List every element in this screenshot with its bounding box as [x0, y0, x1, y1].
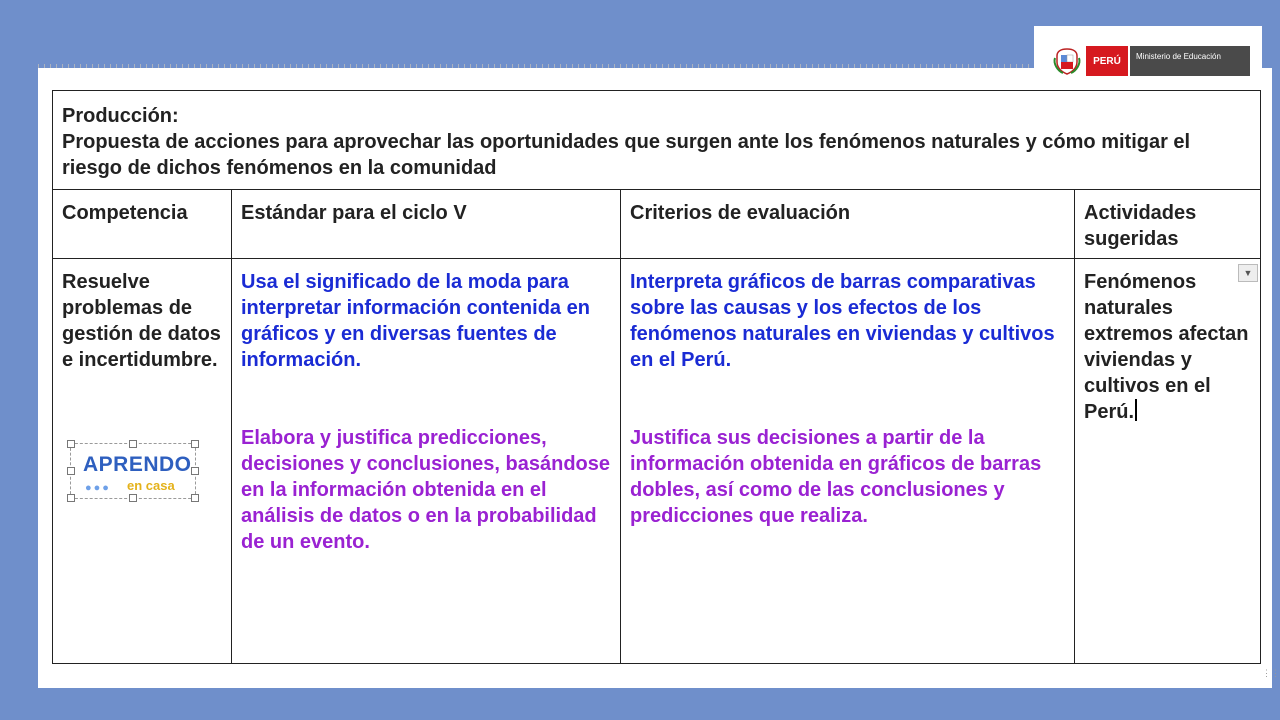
resize-handle[interactable]	[191, 440, 199, 448]
resize-handle[interactable]	[129, 440, 137, 448]
aprendo-title: APRENDO	[83, 453, 192, 476]
header-estandar[interactable]: Estándar para el ciclo V	[232, 190, 621, 259]
text-cursor	[1135, 399, 1137, 421]
resize-handle[interactable]	[67, 494, 75, 502]
criterios-cell[interactable]	[621, 259, 1075, 664]
production-cell[interactable]	[53, 91, 1261, 190]
criterios-text-1: Interpreta gráficos de barras comparativas sobre las causas y los efectos de los fenómenos naturales en viviendas y cultivos en el Perú.	[630, 271, 1055, 371]
resize-handle[interactable]	[191, 467, 199, 475]
header-competencia[interactable]: Competencia	[53, 190, 232, 259]
content-row	[53, 259, 1261, 664]
peru-badge: PERÚ	[1086, 46, 1128, 76]
ministry-badge: Ministerio de Educación	[1130, 46, 1250, 76]
aprendo-en-casa-logo[interactable]	[70, 443, 196, 499]
production-label: Producción:	[62, 105, 179, 127]
estandar-text-1: Usa el significado de la moda para interpretar información contenida en gráficos y en diversas fuentes de información.	[241, 271, 590, 371]
competencia-cell[interactable]	[53, 259, 232, 664]
resize-handle[interactable]	[67, 467, 75, 475]
actividades-text: Fenómenos naturales extremos afectan viviendas y cultivos en el Perú.	[1084, 271, 1249, 423]
planning-table	[52, 90, 1261, 664]
competencia-text: Resuelve problemas de gestión de datos e incertidumbre.	[62, 271, 221, 371]
minedu-logo	[1034, 26, 1262, 76]
estandar-cell[interactable]	[232, 259, 621, 664]
production-text: Propuesta de acciones para aprovechar las oportunidades que surgen ante los fenómenos naturales y cómo mitigar el riesgo de dichos fenómenos en la comunidad	[62, 131, 1191, 179]
resize-handle[interactable]	[191, 494, 199, 502]
aprendo-dots-icon: ●●●	[85, 482, 111, 494]
production-row	[53, 91, 1261, 190]
header-criterios[interactable]: Criterios de evaluación	[621, 190, 1075, 259]
estandar-text-2: Elabora y justifica predicciones, decisiones y conclusiones, basándose en la información obtenida en el análisis de datos o en la probabilidad de un evento.	[241, 427, 611, 553]
actividades-cell[interactable]	[1075, 259, 1261, 664]
resize-handle[interactable]	[67, 440, 75, 448]
coat-of-arms-icon	[1052, 46, 1082, 76]
header-row	[53, 190, 1261, 259]
resize-grip-icon[interactable]: ⋮⋮	[1262, 668, 1280, 678]
chevron-down-icon[interactable]: ▼	[1238, 264, 1258, 282]
aprendo-subtitle: en casa	[127, 478, 175, 493]
header-actividades[interactable]: Actividades sugeridas	[1075, 190, 1261, 259]
criterios-text-2: Justifica sus decisiones a partir de la información obtenida en gráficos de barras dobles, así como de las conclusiones y predicciones que realiza.	[630, 427, 1042, 527]
